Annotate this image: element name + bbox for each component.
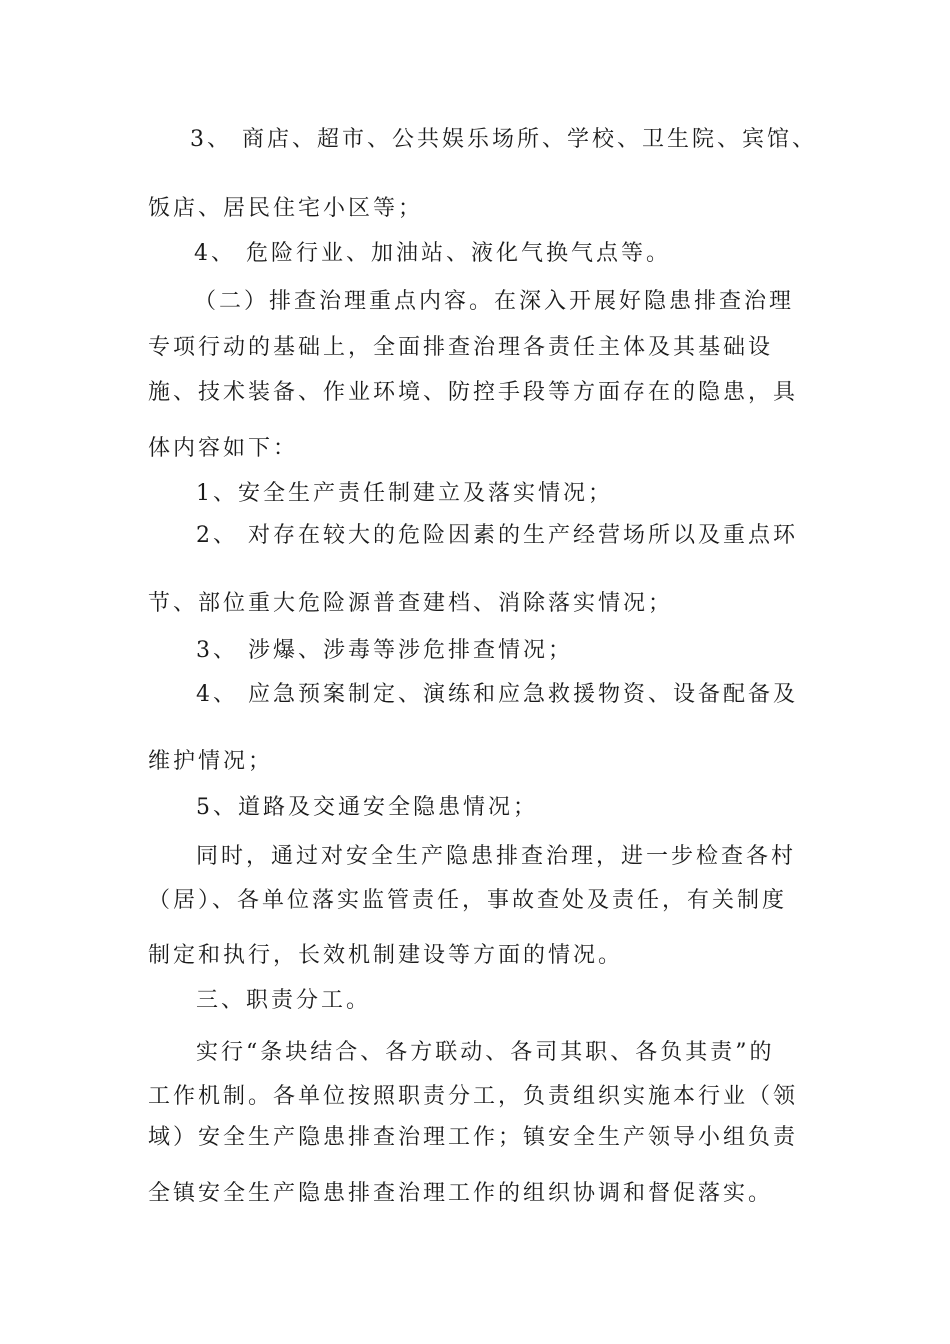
text-line: 饭店、居民住宅小区等； bbox=[148, 196, 424, 221]
text-line: 4、 应急预案制定、演练和应急救援物资、设备配备及 bbox=[196, 682, 798, 707]
text-line: 域）安全生产隐患排查治理工作；镇安全生产领导小组负责 bbox=[148, 1125, 799, 1150]
text-line: 全镇安全生产隐患排查治理工作的组织协调和督促落实。 bbox=[148, 1181, 774, 1206]
text-line: 工作机制。各单位按照职责分工，负责组织实施本行业（领 bbox=[148, 1084, 799, 1109]
text-line: 专项行动的基础上，全面排查治理各责任主体及其基础设 bbox=[148, 335, 774, 360]
text-line: 实行“条块结合、各方联动、各司其职、各负其责”的 bbox=[196, 1040, 775, 1065]
text-line: 三、职责分工。 bbox=[196, 988, 372, 1013]
text-line: 5、道路及交通安全隐患情况； bbox=[196, 795, 538, 820]
text-line: 施、技术装备、作业环境、防控手段等方面存在的隐患，具 bbox=[148, 380, 799, 405]
text-line: 同时，通过对安全生产隐患排查治理，进一步检查各村 bbox=[196, 844, 797, 869]
text-line: 3、 商店、超市、公共娱乐场所、学校、卫生院、宾馆、 bbox=[190, 127, 817, 152]
text-line: 3、 涉爆、涉毒等涉危排查情况； bbox=[196, 638, 573, 663]
text-line: 维护情况； bbox=[148, 749, 274, 774]
text-line: （居）、各单位落实监管责任，事故查处及责任，有关制度 bbox=[148, 888, 788, 913]
text-line: （二）排查治理重点内容。在深入开展好隐患排查治理 bbox=[194, 289, 795, 314]
text-line: 4、 危险行业、加油站、液化气换气点等。 bbox=[194, 241, 671, 266]
text-line: 体内容如下： bbox=[148, 436, 299, 461]
text-line: 节、部位重大危险源普查建档、消除落实情况； bbox=[148, 591, 674, 616]
text-line: 1、安全生产责任制建立及落实情况； bbox=[196, 481, 613, 506]
text-line: 制定和执行，长效机制建设等方面的情况。 bbox=[148, 943, 624, 968]
text-line: 2、 对存在较大的危险因素的生产经营场所以及重点环 bbox=[196, 523, 798, 548]
